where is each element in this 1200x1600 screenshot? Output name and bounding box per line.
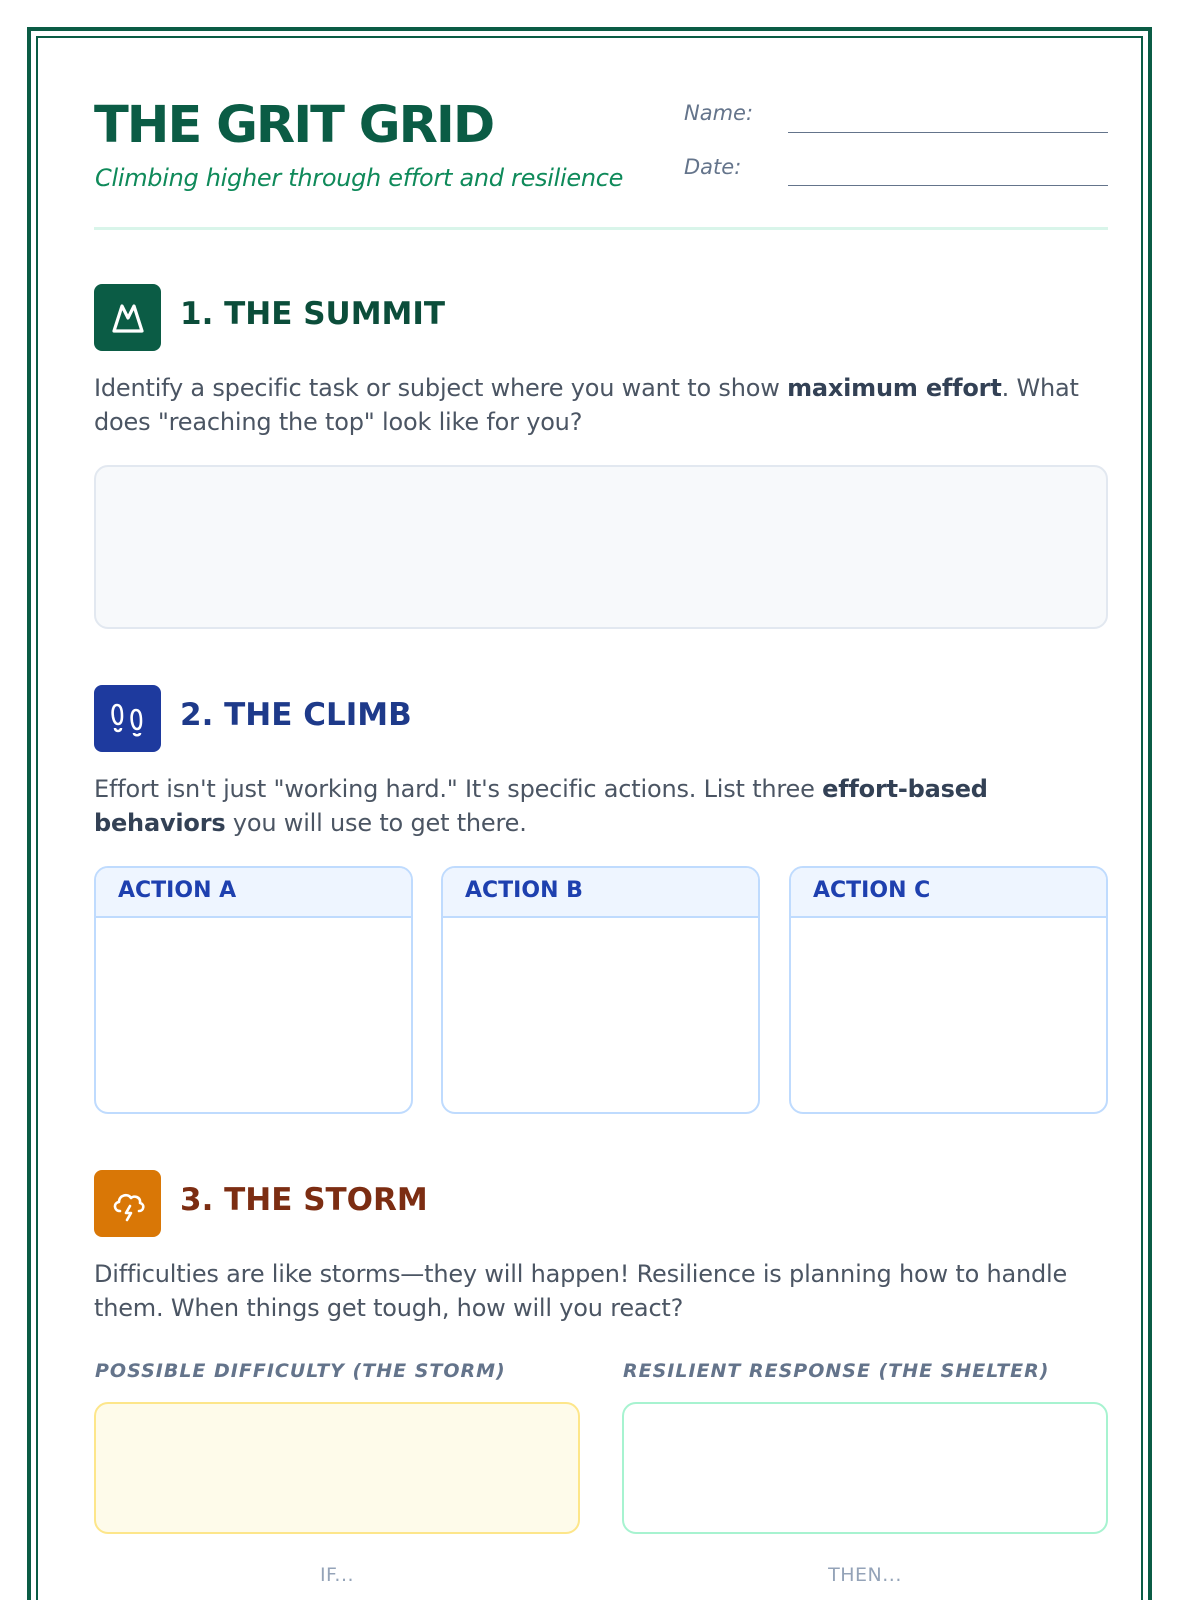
- summit-prompt: Identify a specific task or subject where you want to show maximum effort. What does "reaching the top" look like for you?: [94, 374, 1079, 436]
- difficulty-answer-box[interactable]: [94, 1402, 580, 1534]
- climb-section-title: 2. THE CLIMB: [180, 697, 412, 733]
- worksheet-title: THE GRIT GRID: [94, 96, 494, 155]
- footprints-icon: [94, 685, 161, 752]
- date-label: Date:: [684, 155, 742, 179]
- worksheet-subtitle: Climbing higher through effort and resilience: [95, 164, 624, 192]
- if-caption: IF...: [319, 1564, 355, 1586]
- storm-section-title: 3. THE STORM: [180, 1182, 428, 1218]
- name-field[interactable]: [788, 132, 1108, 133]
- date-field[interactable]: [788, 185, 1108, 186]
- storm-prompt: Difficulties are like storms—they will happen! Resilience is planning how to handle them. When things get tough, how will you react?: [94, 1260, 1068, 1322]
- action-c-card[interactable]: [789, 866, 1108, 1114]
- action-b-header: ACTION B: [443, 868, 758, 918]
- name-label: Name:: [684, 101, 754, 125]
- header-divider: [94, 227, 1108, 230]
- action-a-card[interactable]: [94, 866, 413, 1114]
- mountain-icon: [94, 284, 161, 351]
- difficulty-label: POSSIBLE DIFFICULTY (THE STORM): [95, 1360, 506, 1382]
- action-b-card[interactable]: [441, 866, 760, 1114]
- storm-cloud-icon: [94, 1170, 161, 1237]
- summit-answer-box[interactable]: [94, 465, 1108, 629]
- response-label: RESILIENT RESPONSE (THE SHELTER): [623, 1360, 1050, 1382]
- then-caption: THEN...: [828, 1564, 902, 1586]
- response-answer-box[interactable]: [622, 1402, 1108, 1534]
- action-c-header: ACTION C: [791, 868, 1106, 918]
- climb-prompt: Effort isn't just "working hard." It's specific actions. List three effort-based behaviors you will use to get there.: [94, 775, 988, 837]
- action-a-header: ACTION A: [96, 868, 411, 918]
- summit-section-title: 1. THE SUMMIT: [180, 296, 446, 332]
